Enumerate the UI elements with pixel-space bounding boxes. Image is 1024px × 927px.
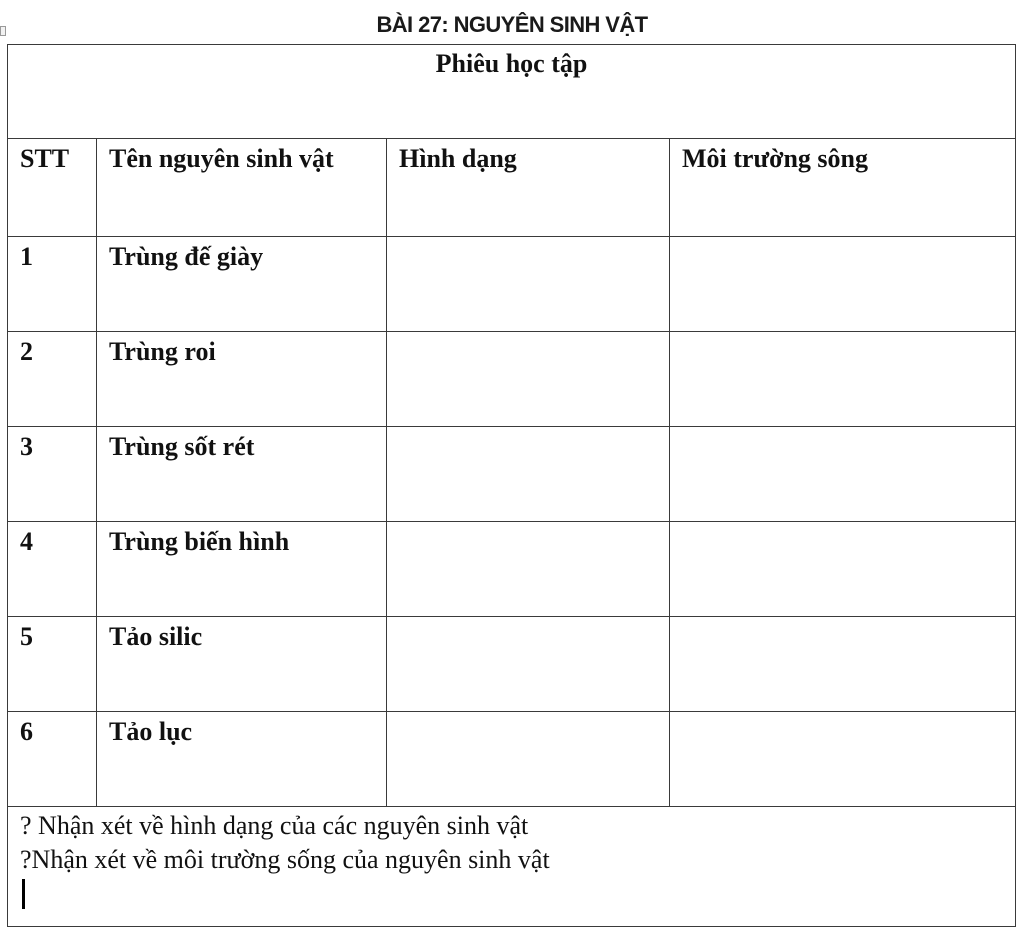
shape-cell[interactable] [387,427,670,522]
environment-value [670,522,1015,527]
row-number-cell[interactable] [8,522,97,617]
shape-cell[interactable] [387,332,670,427]
organism-name-cell[interactable] [97,427,387,522]
shape-value [387,522,669,527]
row-number-cell[interactable] [8,617,97,712]
organism-name: Tảo silic [109,622,203,651]
table-row [8,522,1016,617]
text-cursor [22,879,25,909]
organism-name: Tảo lục [109,717,193,746]
environment-cell[interactable] [670,617,1016,712]
environment-cell[interactable] [670,522,1016,617]
organism-name-cell[interactable] [97,332,387,427]
question-environment: ?Nhận xét về môi trường sống của nguyên sinh vật [20,845,550,874]
shape-value [387,332,669,337]
caption-row [8,45,1016,139]
environment-value [670,237,1015,242]
questions-cell[interactable] [8,807,1016,927]
shape-value [387,427,669,432]
shape-cell[interactable] [387,617,670,712]
environment-value [670,617,1015,622]
organism-name: Trùng biến hình [109,527,290,556]
organism-name-cell[interactable] [97,522,387,617]
shape-cell[interactable] [387,712,670,807]
worksheet-table [7,44,1016,927]
shape-cell[interactable] [387,237,670,332]
environment-cell[interactable] [670,712,1016,807]
row-number: 5 [20,622,33,651]
organism-name-cell[interactable] [97,237,387,332]
header-row [8,139,1016,237]
row-number-cell[interactable] [8,332,97,427]
row-number: 4 [20,527,33,556]
shape-value [387,237,669,242]
header-shape: Hình dạng [399,144,517,173]
environment-cell[interactable] [670,237,1016,332]
table-row [8,427,1016,522]
row-number: 3 [20,432,33,461]
organism-name: Trùng sốt rét [109,432,255,461]
organism-name-cell[interactable] [97,617,387,712]
question-shape: ? Nhận xét về hình dạng của các nguyên sinh vật [20,811,529,840]
shape-value [387,712,669,717]
caption-cell[interactable] [8,45,1016,139]
header-name: Tên nguyên sinh vật [109,144,334,173]
header-cell-environment[interactable] [670,139,1016,237]
table-row [8,332,1016,427]
row-number: 6 [20,717,33,746]
shape-value [387,617,669,622]
header-cell-name[interactable] [97,139,387,237]
shape-cell[interactable] [387,522,670,617]
row-number-cell[interactable] [8,712,97,807]
header-cell-shape[interactable] [387,139,670,237]
row-number: 1 [20,242,33,271]
row-number-cell[interactable] [8,427,97,522]
organism-name-cell[interactable] [97,712,387,807]
document-title: BÀI 27: NGUYÊN SINH VẬT [376,12,648,37]
questions-row [8,807,1016,927]
environment-cell[interactable] [670,332,1016,427]
table-row [8,712,1016,807]
worksheet-caption: Phiêu học tập [435,49,588,78]
organism-name: Trùng roi [109,337,216,366]
environment-value [670,712,1015,717]
table-row [8,237,1016,332]
header-cell-stt[interactable] [8,139,97,237]
header-environment: Môi trường sông [682,144,868,173]
row-number-cell[interactable] [8,237,97,332]
header-stt: STT [20,144,70,173]
environment-value [670,332,1015,337]
row-number: 2 [20,337,33,366]
table-row [8,617,1016,712]
environment-value [670,427,1015,432]
environment-cell[interactable] [670,427,1016,522]
organism-name: Trùng đế giày [109,242,264,271]
